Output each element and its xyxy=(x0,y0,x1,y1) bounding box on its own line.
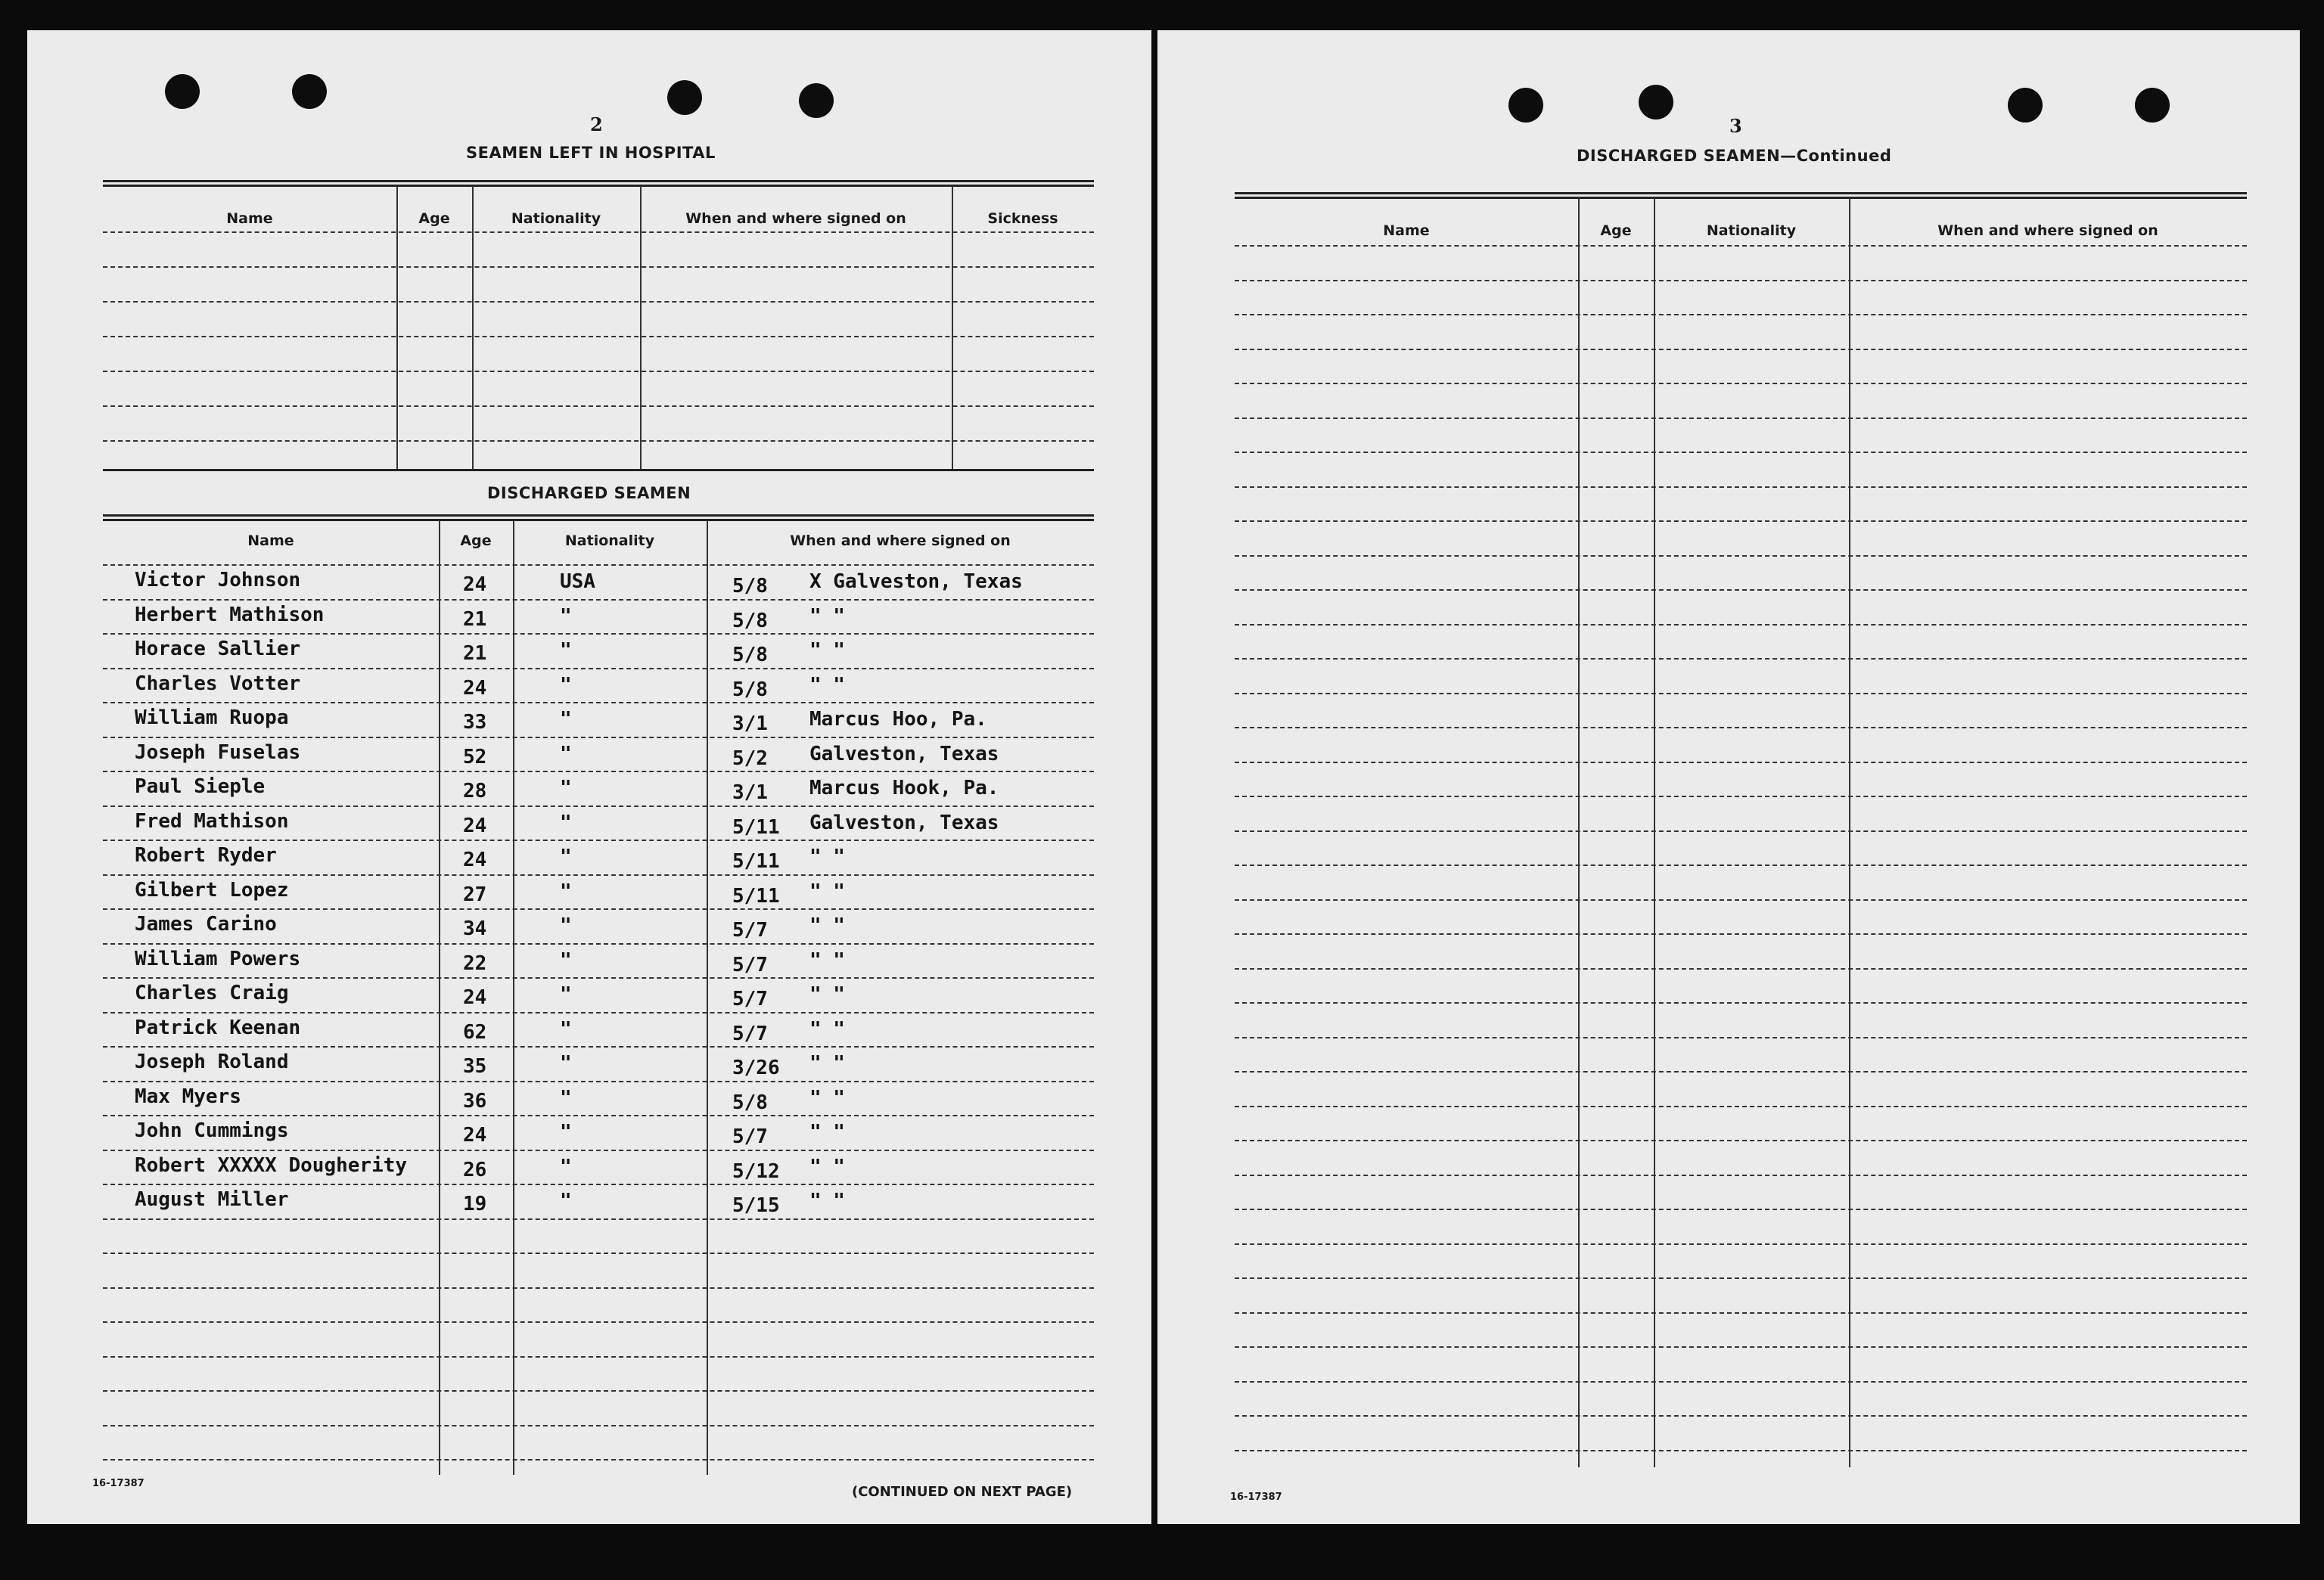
seaman-name: Max Myers xyxy=(135,1085,241,1108)
signed-on-place: Marcus Hook, Pa. xyxy=(809,777,999,799)
row-line xyxy=(103,771,1094,772)
seaman-age: 24 xyxy=(463,849,487,871)
row-line xyxy=(1235,383,2247,384)
seaman-age: 33 xyxy=(463,711,487,734)
signed-on-date: 5/15 xyxy=(732,1194,780,1217)
seaman-nationality: " xyxy=(560,708,572,731)
seaman-age: 27 xyxy=(463,883,487,906)
row-line xyxy=(103,977,1094,979)
seaman-age: 24 xyxy=(463,676,487,700)
signed-on-date: 3/1 xyxy=(732,781,768,804)
seaman-name: Joseph Fuselas xyxy=(135,740,301,764)
row-line xyxy=(103,1081,1094,1082)
seaman-nationality: " xyxy=(560,880,572,903)
row-line xyxy=(103,1115,1094,1116)
row-line xyxy=(1235,1002,2247,1004)
row-line xyxy=(103,440,1094,442)
row-line xyxy=(1235,452,2247,453)
row-line xyxy=(1235,830,2247,832)
row-line xyxy=(1235,1450,2247,1451)
row-line xyxy=(103,702,1094,703)
column-header: Name xyxy=(1383,222,1430,239)
row-line xyxy=(1235,624,2247,625)
row-line xyxy=(103,908,1094,910)
signed-on-date: 5/8 xyxy=(732,575,768,598)
column-header: When and where signed on xyxy=(1937,222,2158,239)
seaman-age: 22 xyxy=(463,951,487,975)
seaman-age: 28 xyxy=(463,780,487,802)
signed-on-place: " " xyxy=(809,1121,845,1144)
row-line xyxy=(103,1390,1094,1392)
seaman-nationality: " xyxy=(560,811,572,834)
row-line xyxy=(103,1425,1094,1426)
seaman-name: Patrick Keenan xyxy=(135,1016,301,1039)
row-line xyxy=(103,371,1094,372)
signed-on-place: Galveston, Texas xyxy=(809,811,999,834)
signed-on-place: Galveston, Texas xyxy=(809,742,999,765)
row-line xyxy=(1235,1209,2247,1210)
row-line xyxy=(1235,589,2247,591)
signed-on-date: 5/8 xyxy=(732,609,768,632)
punch-hole xyxy=(165,74,200,109)
signed-on-date: 5/8 xyxy=(732,1091,768,1114)
column-header: When and where signed on xyxy=(790,532,1011,549)
row-line xyxy=(103,1150,1094,1151)
row-line xyxy=(1235,280,2247,281)
row-line xyxy=(103,1253,1094,1254)
row-line xyxy=(1235,658,2247,660)
seaman-name: Fred Mathison xyxy=(135,809,289,833)
row-line xyxy=(1235,968,2247,970)
signed-on-date: 3/1 xyxy=(732,712,768,735)
signed-on-place: " " xyxy=(809,983,845,1006)
row-line xyxy=(1235,418,2247,419)
signed-on-place: " " xyxy=(809,880,845,903)
signed-on-date: 5/8 xyxy=(732,678,768,701)
column-divider xyxy=(472,186,474,469)
row-line xyxy=(1235,1106,2247,1107)
table-rule xyxy=(103,469,1094,471)
seaman-age: 26 xyxy=(463,1158,487,1181)
row-line xyxy=(103,737,1094,738)
seaman-nationality: " xyxy=(560,1190,572,1212)
table-rule xyxy=(1235,192,2247,194)
signed-on-date: 5/2 xyxy=(732,747,768,770)
table-rule xyxy=(103,180,1094,182)
signed-on-place: Marcus Hoo, Pa. xyxy=(809,708,987,731)
seaman-age: 21 xyxy=(463,642,487,665)
row-line xyxy=(1235,796,2247,797)
seaman-nationality: USA xyxy=(560,570,595,593)
signed-on-date: 5/11 xyxy=(732,850,780,873)
row-line xyxy=(1235,693,2247,694)
row-line xyxy=(1235,1071,2247,1072)
signed-on-place: " " xyxy=(809,1155,845,1178)
left-page xyxy=(27,30,1151,1524)
punch-hole xyxy=(1508,88,1543,123)
seaman-nationality: " xyxy=(560,983,572,1006)
signed-on-place: " " xyxy=(809,914,845,937)
column-header: When and where signed on xyxy=(685,210,906,227)
row-line xyxy=(1235,555,2247,557)
row-line xyxy=(1235,1277,2247,1279)
seaman-age: 24 xyxy=(463,814,487,837)
seaman-name: Victor Johnson xyxy=(135,569,301,591)
row-line xyxy=(103,840,1094,841)
page-number: 2 xyxy=(590,113,603,135)
row-line xyxy=(1235,1175,2247,1176)
column-divider xyxy=(640,186,642,469)
signed-on-place: " " xyxy=(809,1190,845,1212)
row-line xyxy=(1235,349,2247,350)
signed-on-date: 5/11 xyxy=(732,884,780,908)
punch-hole xyxy=(1639,85,1673,120)
column-header: Age xyxy=(418,210,450,227)
row-line xyxy=(1235,1346,2247,1348)
row-line xyxy=(103,231,1094,233)
column-divider xyxy=(513,520,514,1475)
row-line xyxy=(103,1046,1094,1048)
page-number: 3 xyxy=(1729,115,1742,137)
seaman-nationality: " xyxy=(560,639,572,662)
row-line xyxy=(103,1287,1094,1289)
column-header: Age xyxy=(1600,222,1632,239)
seaman-nationality: " xyxy=(560,1017,572,1041)
seaman-name: Charles Votter xyxy=(135,672,301,695)
seaman-name: Gilbert Lopez xyxy=(135,878,289,902)
row-line xyxy=(1235,1243,2247,1245)
seaman-name: Horace Sallier xyxy=(135,638,301,660)
row-line xyxy=(103,1218,1094,1220)
column-header: Nationality xyxy=(564,532,655,549)
seaman-name: James Carino xyxy=(135,913,277,936)
column-header: Name xyxy=(226,210,273,227)
table-rule xyxy=(1235,197,2247,199)
seaman-name: William Ruopa xyxy=(135,706,289,729)
form-number: 16-17387 xyxy=(1230,1492,1282,1503)
row-line xyxy=(1235,864,2247,866)
seaman-name: William Powers xyxy=(135,947,301,970)
seaman-age: 36 xyxy=(463,1089,487,1113)
row-line xyxy=(1235,314,2247,315)
seaman-nationality: " xyxy=(560,777,572,799)
seaman-name: August Miller xyxy=(135,1188,289,1211)
seaman-nationality: " xyxy=(560,1086,572,1110)
seaman-age: 19 xyxy=(463,1193,487,1215)
seaman-name: Paul Sieple xyxy=(135,775,266,798)
signed-on-place: " " xyxy=(809,1086,845,1110)
seaman-name: John Cummings xyxy=(135,1119,289,1142)
signed-on-place: " " xyxy=(809,1052,845,1075)
column-header: Nationality xyxy=(1706,222,1797,239)
signed-on-date: 5/12 xyxy=(732,1159,780,1183)
column-header: Age xyxy=(460,532,492,549)
seaman-age: 21 xyxy=(463,607,487,631)
row-line xyxy=(103,599,1094,601)
column-divider xyxy=(439,520,440,1475)
continued-note: (CONTINUED ON NEXT PAGE) xyxy=(852,1484,1073,1500)
seaman-age: 24 xyxy=(463,986,487,1009)
row-line xyxy=(103,405,1094,407)
seaman-nationality: " xyxy=(560,673,572,697)
row-line xyxy=(1235,762,2247,763)
right-page xyxy=(1157,30,2300,1524)
punch-hole xyxy=(799,83,834,118)
row-line xyxy=(103,1184,1094,1185)
seaman-nationality: " xyxy=(560,1155,572,1178)
row-line xyxy=(1235,1381,2247,1383)
row-line xyxy=(103,1012,1094,1013)
row-line xyxy=(103,336,1094,337)
table-rule xyxy=(103,519,1094,521)
row-line xyxy=(1235,245,2247,247)
signed-on-date: 5/11 xyxy=(732,815,780,839)
seaman-nationality: " xyxy=(560,914,572,937)
form-number: 16-17387 xyxy=(92,1478,144,1489)
punch-hole xyxy=(292,74,327,109)
hospital-section-title: SEAMEN LEFT IN HOSPITAL xyxy=(466,144,716,162)
seaman-nationality: " xyxy=(560,604,572,628)
signed-on-date: 5/7 xyxy=(732,988,768,1010)
signed-on-place: " " xyxy=(809,604,845,628)
seaman-age: 62 xyxy=(463,1020,487,1044)
row-line xyxy=(1235,520,2247,522)
punch-hole xyxy=(2008,88,2043,123)
seaman-age: 34 xyxy=(463,917,487,940)
seaman-name: Charles Craig xyxy=(135,982,289,1004)
seaman-nationality: " xyxy=(560,1121,572,1144)
row-line xyxy=(103,806,1094,807)
row-line xyxy=(103,633,1094,635)
row-line xyxy=(1235,486,2247,488)
punch-hole xyxy=(667,80,702,115)
row-line xyxy=(1235,899,2247,901)
seaman-age: 24 xyxy=(463,573,487,596)
seaman-age: 52 xyxy=(463,745,487,768)
seaman-nationality: " xyxy=(560,948,572,972)
row-line xyxy=(103,1356,1094,1358)
column-divider xyxy=(707,520,708,1475)
column-header: Name xyxy=(247,532,294,549)
seaman-name: Herbert Mathison xyxy=(135,603,325,626)
table-rule xyxy=(103,514,1094,517)
row-line xyxy=(103,943,1094,945)
row-line xyxy=(103,1321,1094,1323)
seaman-nationality: " xyxy=(560,1052,572,1075)
row-line xyxy=(103,266,1094,268)
column-header: Sickness xyxy=(987,210,1058,227)
row-line xyxy=(1235,1140,2247,1141)
signed-on-date: 3/26 xyxy=(732,1057,780,1079)
row-line xyxy=(1235,1312,2247,1314)
signed-on-date: 5/7 xyxy=(732,953,768,976)
column-divider xyxy=(396,186,398,469)
signed-on-place: " " xyxy=(809,846,845,868)
row-line xyxy=(1235,933,2247,935)
signed-on-place: X Galveston, Texas xyxy=(809,570,1023,593)
signed-on-date: 5/7 xyxy=(732,1022,768,1045)
column-header: Nationality xyxy=(511,210,601,227)
signed-on-place: " " xyxy=(809,639,845,662)
punch-hole xyxy=(2135,88,2170,123)
signed-on-date: 5/7 xyxy=(732,1125,768,1148)
row-line xyxy=(1235,1415,2247,1417)
seaman-nationality: " xyxy=(560,846,572,868)
seaman-name: Robert Ryder xyxy=(135,844,277,867)
row-line xyxy=(103,564,1094,566)
signed-on-place: " " xyxy=(809,673,845,697)
row-line xyxy=(1235,1037,2247,1038)
continued-section-title: DISCHARGED SEAMEN—Continued xyxy=(1577,147,1892,165)
seaman-age: 35 xyxy=(463,1055,487,1078)
discharged-section-title: DISCHARGED SEAMEN xyxy=(487,484,691,502)
signed-on-place: " " xyxy=(809,948,845,972)
seaman-nationality: " xyxy=(560,742,572,765)
column-divider xyxy=(952,186,953,469)
row-line xyxy=(103,1459,1094,1460)
row-line xyxy=(103,301,1094,303)
row-line xyxy=(1235,727,2247,728)
signed-on-date: 5/8 xyxy=(732,644,768,666)
row-line xyxy=(103,668,1094,669)
table-rule xyxy=(103,185,1094,187)
row-line xyxy=(103,874,1094,876)
signed-on-place: " " xyxy=(809,1017,845,1041)
seaman-name: Joseph Roland xyxy=(135,1051,289,1073)
seaman-name: Robert XXXXX Dougherity xyxy=(135,1153,408,1177)
signed-on-date: 5/7 xyxy=(732,919,768,942)
seaman-age: 24 xyxy=(463,1124,487,1147)
